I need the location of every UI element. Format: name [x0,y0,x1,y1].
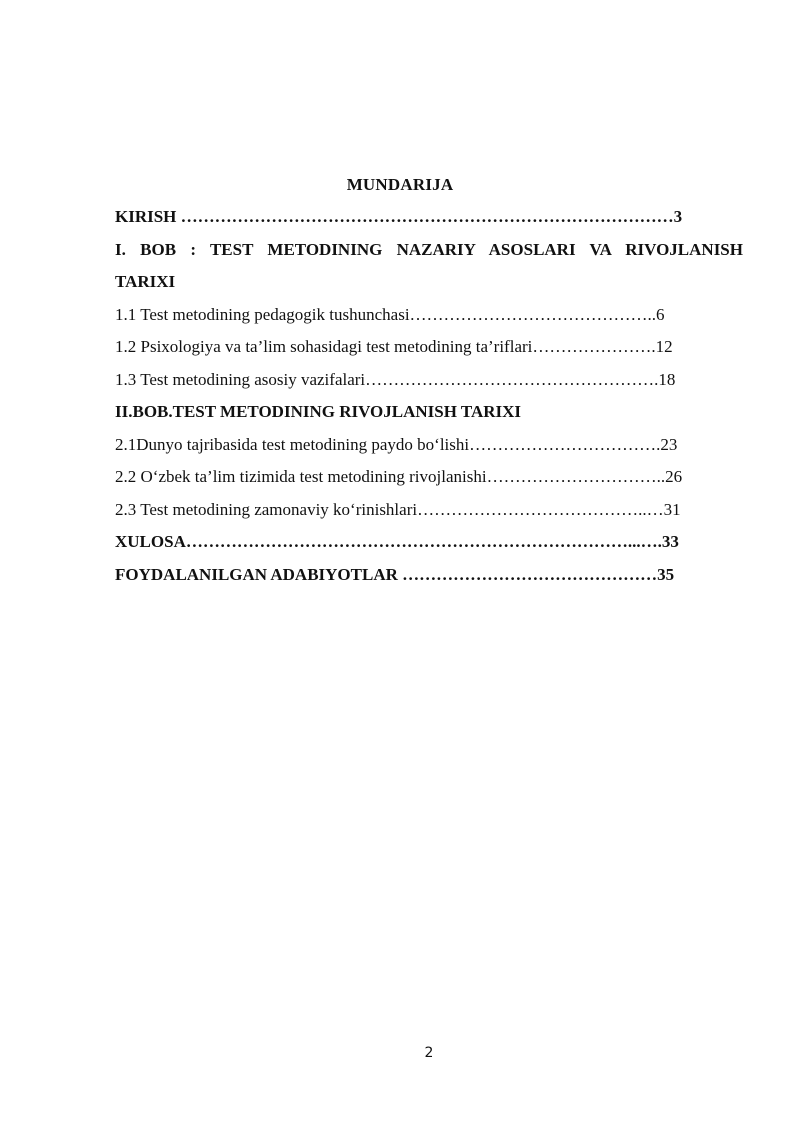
toc-entry-chapter-2: II.BOB.TEST METODINING RIVOJLANISH TARIXI [115,402,522,421]
toc-entry-xulosa: XULOSA……………………………………………………………………...….33 [115,532,679,551]
toc-entry-kirish: KIRISH ……………………………………………………………………………3 [115,207,683,226]
toc-entry-2-3: 2.3 Test metodining zamonaviy ko‘rinishlari…………………………………..…31 [115,500,681,519]
toc-entry-1-3: 1.3 Test metodining asosiy vazifalari…………………………………………….18 [115,370,676,389]
toc-entry-2-1: 2.1Dunyo tajribasida test metodining paydo bo‘lishi…………………………….23 [115,435,678,454]
toc-entry-1-1: 1.1 Test metodining pedagogik tushunchasi……………………………………..6 [115,305,665,324]
toc-entry-2-2: 2.2 O‘zbek ta’lim tizimida test metodining rivojlanishi…………………………..26 [115,467,683,486]
toc-entry-chapter-1-line-1: I. BOB : TEST METODINING NAZARIY ASOSLARI VA RIVOJLANISH [115,240,743,259]
page-number: 2 [424,1045,434,1061]
toc-title: MUNDARIJA [346,175,454,194]
toc-entry-chapter-1-line-2: TARIXI [115,272,176,291]
toc-entry-1-2: 1.2 Psixologiya va ta’lim sohasidagi test metodining ta’riflari………………….12 [115,337,673,356]
toc-entry-adabiyotlar: FOYDALANILGAN ADABIYOTLAR ………………………………………35 [115,565,675,584]
